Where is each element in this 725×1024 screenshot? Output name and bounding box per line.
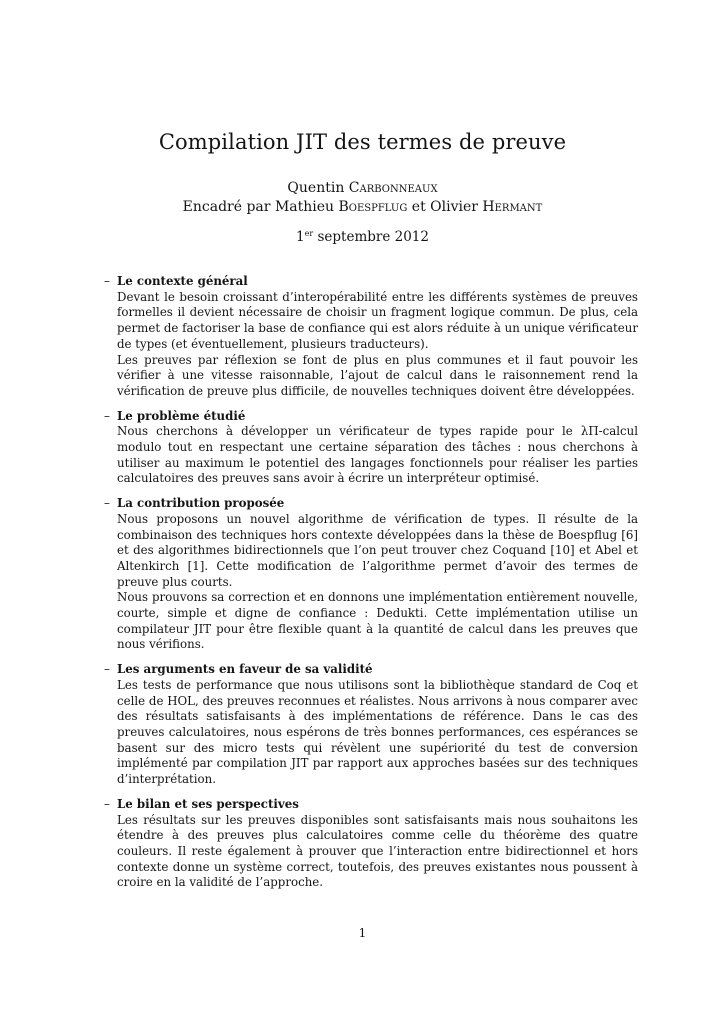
advisors-prefix: Encadré par bbox=[182, 199, 271, 215]
advisor1-last-name: Boespflug bbox=[338, 199, 408, 215]
section-paragraph: Nous proposons un nouvel algorithme de vérification de types. Il résulte de la combinaison des techniques hors contexte développées dans la thèse de Boespflug [6] et des algorithmes bidirectionnels que l’on peut trouver chez Coquand [10] et Abel et Altenkirch [1]. Cette modification de l’algorithme permet d’avoir des termes de preuve plus courts. bbox=[117, 511, 638, 589]
section-arguments bbox=[104, 662, 638, 788]
section-probleme bbox=[104, 409, 638, 488]
section-paragraph: Nous prouvons sa correction et en donnons une implémentation entièrement nouvelle, courte, simple et digne de confiance : Dedukti. Cette implémentation utilise un compilateur JIT pour être flexible quant à la quantité de calcul dans les preuves que nous vérifions. bbox=[117, 590, 638, 652]
section-paragraph: Les preuves par réflexion se font de plus en plus communes et il faut pouvoir les vérifier à une vitesse raisonnable, l’ajout de calcul dans le raisonnement rend la vérification de preuve plus difficile, de nouvelles techniques doivent être développées. bbox=[117, 352, 638, 398]
section-paragraph: Nous cherchons à développer un vérificateur de types rapide pour le λΠ-calcul modulo tout en respectant une certaine séparation des tâches : nous cherchons à utiliser au maximum le potentiel des langages fonctionnels pour réaliser les parties calculatoires des preuves sans avoir à écrire un interpréteur optimisé. bbox=[117, 424, 638, 486]
section-paragraph: Devant le besoin croissant d’interopérabilité entre les différents systèmes de preuves formelles il devient nécessaire de choisir un fragment logique commun. De plus, cela permet de factoriser la base de confiance qui est alors réduite à un unique vérificateur de types (et éventuellement, plusieurs traducteurs). bbox=[117, 289, 638, 351]
section-heading: La contribution proposée bbox=[117, 496, 285, 511]
bullet-dash: – bbox=[104, 496, 110, 511]
section-bilan bbox=[104, 797, 638, 891]
date-rest: septembre 2012 bbox=[317, 229, 429, 245]
date-day: 1 bbox=[296, 229, 305, 245]
page-number: 1 bbox=[358, 926, 367, 940]
paper-date bbox=[0, 229, 725, 245]
bullet-dash: – bbox=[104, 796, 110, 811]
advisor1-first-name: Mathieu bbox=[274, 199, 335, 215]
section-heading: Le problème étudié bbox=[117, 408, 246, 423]
bullet-dash: – bbox=[104, 662, 110, 677]
section-paragraph: Les résultats sur les preuves disponibles sont satisfaisants mais nous souhaitons les étendre à des preuves plus calculatoires comme celle du théorème des quatre couleurs. Il reste également à prouver que l’interaction entre bidirectionnel et hors contexte donne un système correct, toutefois, des preuves existantes nous poussent à croire en la validité de l’approche. bbox=[117, 812, 638, 890]
section-heading: Les arguments en faveur de sa validité bbox=[117, 662, 373, 677]
section-contexte bbox=[104, 274, 638, 400]
section-heading: Le contexte général bbox=[117, 274, 248, 288]
advisors-joiner: et bbox=[411, 199, 426, 215]
date-day-suffix: er bbox=[304, 229, 314, 238]
author-line bbox=[0, 180, 725, 196]
section-heading: Le bilan et ses perspectives bbox=[117, 796, 299, 811]
author-last-name: Carbonneaux bbox=[348, 180, 438, 196]
summary-sections bbox=[104, 274, 638, 900]
advisor2-last-name: Hermant bbox=[482, 199, 543, 215]
advisor2-first-name: Olivier bbox=[430, 199, 478, 215]
section-paragraph: Les tests de performance que nous utilisons sont la bibliothèque standard de Coq et celle de HOL, des preuves reconnues et réalistes. Nous arrivons à nous comparer avec des résultats satisfaisants à des implémentations de référence. Dans le cas des preuves calculatoires, nous espérons de très bonnes performances, ces espérances se basent sur des micro tests qui révèlent une supériorité du test de conversion implémenté par compilation JIT par rapport aux approches basées sur des techniques d’interprétation. bbox=[117, 677, 638, 787]
bullet-dash: – bbox=[104, 274, 110, 288]
author-first-name: Quentin bbox=[287, 180, 345, 196]
section-contribution bbox=[104, 496, 638, 653]
advisors-line bbox=[0, 199, 725, 215]
paper-title: Compilation JIT des termes de preuve bbox=[158, 130, 567, 154]
bullet-dash: – bbox=[104, 408, 110, 423]
